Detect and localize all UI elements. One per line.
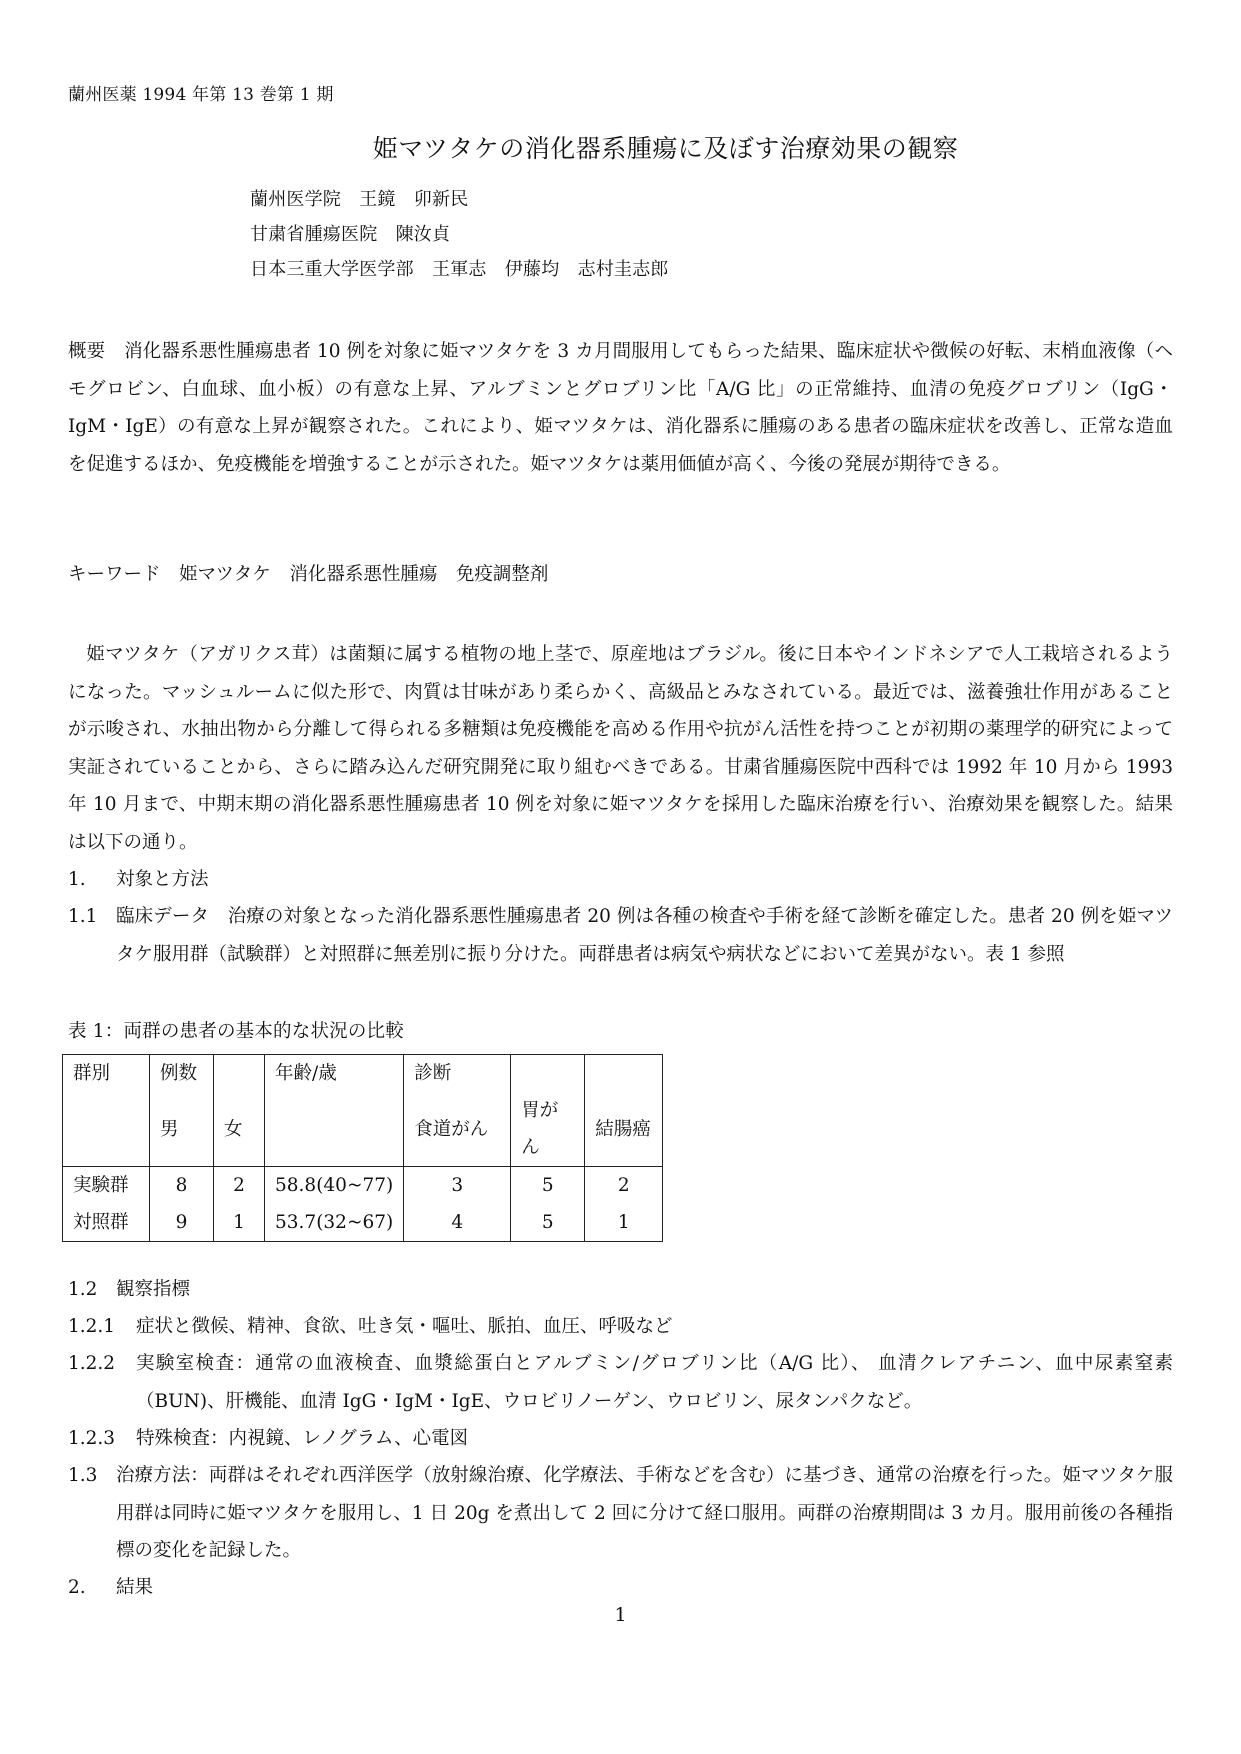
table-header-row [63, 1092, 663, 1167]
table-cell: 1 [214, 1204, 265, 1242]
table-cell: 5 [511, 1204, 585, 1242]
table-header-row [63, 1055, 663, 1093]
keywords [68, 556, 1173, 594]
section-number: 1.3 [68, 1465, 98, 1486]
table-cell: 3 [404, 1167, 511, 1205]
intro-paragraph [68, 636, 1173, 861]
section-title: 結果 [116, 1577, 154, 1598]
table-header-cell: 群別 [63, 1055, 150, 1093]
section-text: 実験室検査：通常の血液検査、血漿総蛋白とアルブミン/グロブリン比（A/G 比）、 血清クレアチニン、血中尿素窒素（BUN)、肝機能、血清 IgG・IgM・IgE、ウロビリノーゲン、ウロビリン、尿タンパクなど。 [136, 1353, 1173, 1412]
section-number: 1.2.2 [68, 1353, 116, 1374]
section-number: 1.2 [68, 1279, 98, 1300]
section-number: 1.2.3 [68, 1428, 116, 1449]
table-header-cell: 結腸癌 [585, 1092, 663, 1167]
paper-title: 姫マツタケの消化器系腫瘍に及ぼす治療効果の観察 [372, 134, 959, 163]
table-header-cell [265, 1092, 404, 1167]
table-cell: 実験群 [63, 1167, 150, 1205]
keyword: 免疫調整剤 [455, 564, 549, 585]
table-cell: 4 [404, 1204, 511, 1242]
table-header-cell: 診断 [404, 1055, 511, 1093]
section-text: 治療方法：両群はそれぞれ西洋医学（放射線治療、化学療法、手術などを含む）に基づき、通常の治療を行った。姫マツタケ服用群は同時に姫マツタケを服用し、1 日 20g を煮出して 2 回に分けて経口服用。両群の治療期間は 3 カ月。服用前後の各種指標の変化を記録した。 [116, 1465, 1173, 1561]
section-title: 対象と方法 [116, 869, 209, 890]
section-text: 特殊検査：内視鏡、レノグラム、心電図 [136, 1428, 469, 1449]
section-number: 1. [68, 869, 86, 890]
table-cell: 5 [511, 1167, 585, 1205]
table-cell: 対照群 [63, 1204, 150, 1242]
section-title: 観察指標 [116, 1279, 191, 1300]
abstract-label: 概要 [68, 341, 106, 362]
section-number: 1.2.1 [68, 1316, 116, 1337]
table-cell: 1 [585, 1204, 663, 1242]
intro-text: 姫マツタケ（アガリクス茸）は菌類に属する植物の地上茎で、原産地はブラジル。後に日本やインドネシアで人工栽培されるようになった。マッシュルームに似た形で、肉質は甘味があり柔らかく、高級品とみなされている。最近では、滋養強壮作用があることが示唆され、水抽出物から分離して得られる多糖類は免疫機能を高める作用や抗がん活性を持つことが初期の薬理学的研究によって実証されていることから、さらに踏み込んだ研究開発に取り組むべきである。甘粛省腫瘍医院中西科では 1992 年 10 月から 1993 年 10 月まで、中期末期の消化器系悪性腫瘍患者 10 例を対象に姫マツタケを採用した臨床治療を行い、治療効果を観察した。結果は以下の通り。 [68, 644, 1173, 853]
running-head: 蘭州医薬 1994 年第 13 巻第 1 期 [68, 85, 334, 105]
table-cell: 9 [150, 1204, 214, 1242]
table-row [63, 1204, 663, 1242]
author-line: 甘粛省腫瘍医院 陳汝貞 [250, 224, 451, 245]
section-text: 臨床データ 治療の対象となった消化器系悪性腫瘍患者 20 例は各種の検査や手術を経て診断を確定した。患者 20 例を姫マツタケ服用群（試験群）と対照群に無差別に振り分けた。両群患者は病気や病状などにおいて差異がない。表 1 参照 [116, 906, 1173, 965]
table-cell: 58.8(40~77) [265, 1167, 404, 1205]
keywords-label: キーワード [68, 564, 161, 585]
table-header-cell: 男 [150, 1092, 214, 1167]
page-number: 1 [614, 1604, 627, 1626]
table-header-cell: 食道がん [404, 1092, 511, 1167]
table-header-cell [585, 1055, 663, 1093]
abstract-text: 消化器系悪性腫瘍患者 10 例を対象に姫マツタケを 3 カ月間服用してもらった結果、臨床症状や徴候の好転、末梢血液像（ヘモグロビン、白血球、血小板）の有意な上昇、アルブミンとグロブリン比「A/G 比」の正常維持、血清の免疫グロブリン（IgG・IgM・IgE）の有意な上昇が観察された。これにより、姫マツタケは、消化器系に腫瘍のある患者の臨床症状を改善し、正常な造血を促進するほか、免疫機能を増強することが示された。姫マツタケは薬用価値が高く、今後の発展が期待できる。 [68, 341, 1173, 475]
author-line: 蘭州医学院 王鏡 卯新民 [250, 189, 469, 210]
table-header-cell: 胃がん [511, 1092, 585, 1167]
keyword: 姫マツタケ [179, 564, 271, 585]
section-1-1 [68, 898, 1173, 1013]
author-line: 日本三重大学医学部 王軍志 伊藤均 志村圭志郎 [250, 259, 669, 280]
keyword: 消化器系悪性腫瘍 [289, 564, 438, 585]
table-header-cell: 年齢/歳 [265, 1055, 404, 1093]
abstract [68, 333, 1173, 483]
table-header-cell: 例数 [150, 1055, 214, 1093]
section-number: 2. [68, 1577, 86, 1598]
table-caption: 表 1：両群の患者の基本的な状況の比較 [68, 1021, 404, 1042]
table-cell: 2 [214, 1167, 265, 1205]
section-text: 症状と徴候、精神、食欲、吐き気・嘔吐、脈拍、血圧、呼吸など [136, 1316, 673, 1337]
table-header-cell: 女 [214, 1092, 265, 1167]
section-number: 1.1 [68, 906, 98, 927]
table-cell: 53.7(32~67) [265, 1204, 404, 1242]
table-header-cell [63, 1092, 150, 1167]
table-header-cell [214, 1055, 265, 1093]
table-cell: 8 [150, 1167, 214, 1205]
table-cell: 2 [585, 1167, 663, 1205]
table-row [63, 1167, 663, 1205]
table-1 [62, 1054, 663, 1242]
table-header-cell [511, 1055, 585, 1093]
